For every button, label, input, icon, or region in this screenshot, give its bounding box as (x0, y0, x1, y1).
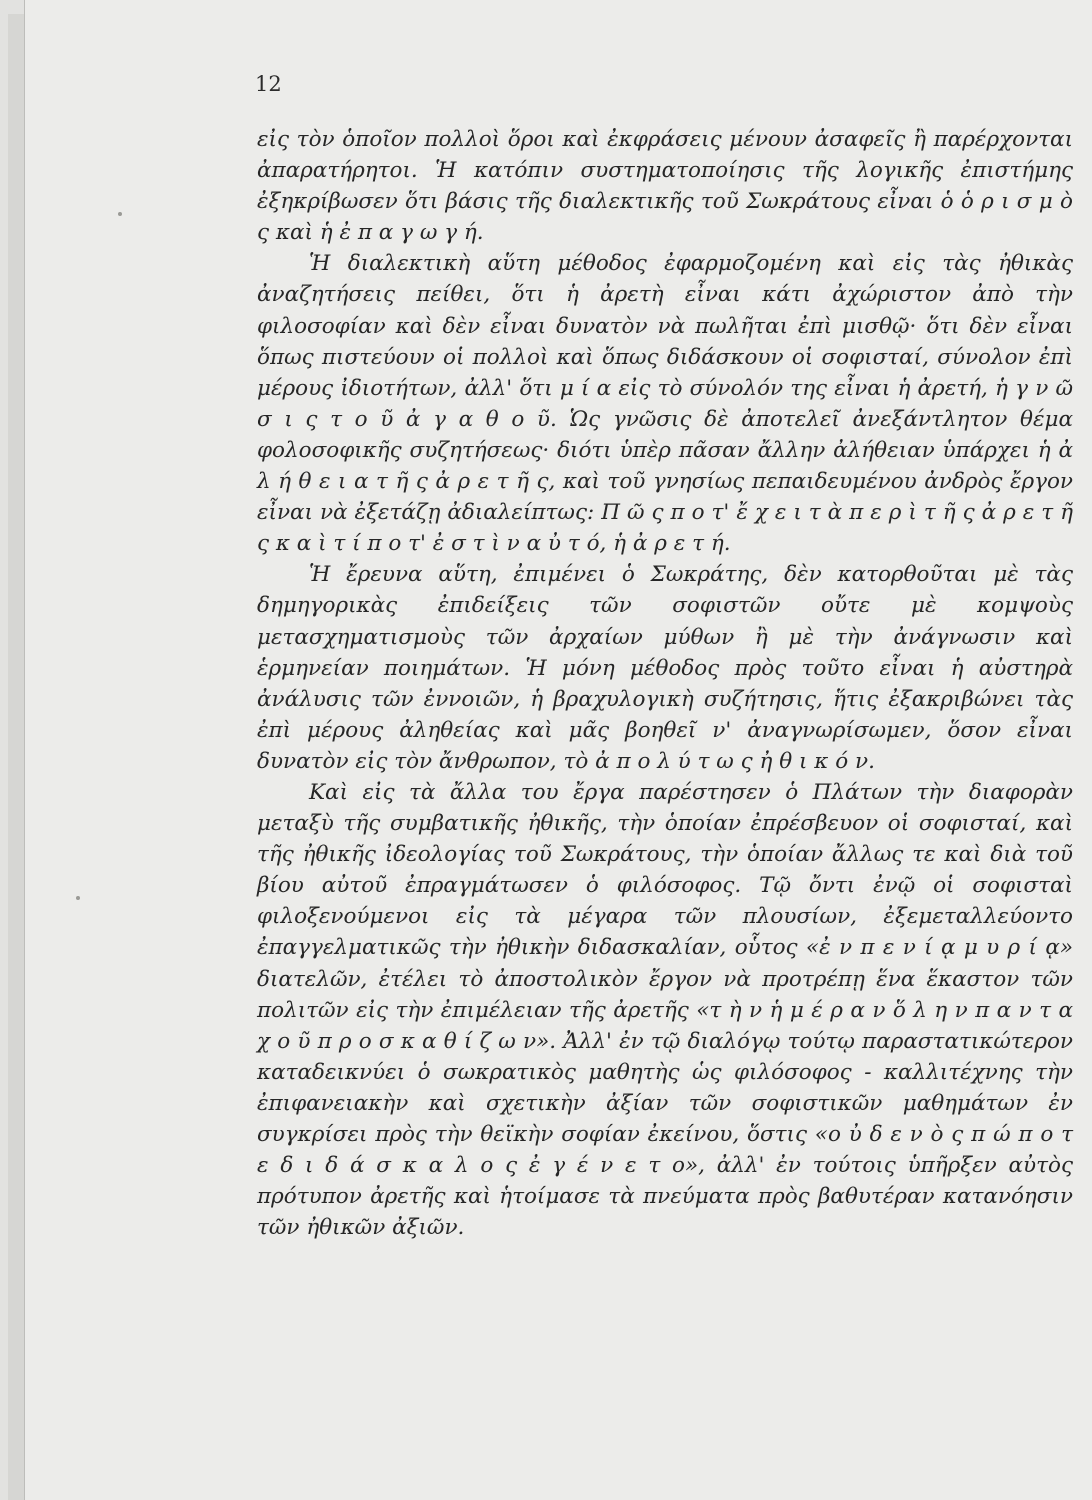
paper-speck (118, 212, 122, 216)
paper-speck (76, 896, 80, 900)
paragraph: εἰς τὸν ὁποῖον πολλοὶ ὅροι καὶ ἐκφράσεις μένουν ἀσαφεῖς ἢ παρέρχονται ἀπαρατήρητοι. Ἡ κατόπιν συστηματοποίησις τῆς λογικῆς ἐπιστήμης ἐξηκρίβωσεν ὅτι βάσις τῆς διαλεκτικῆς τοῦ Σωκράτους εἶναι ὁ ὁ ρ ι σ μ ὸ ς καὶ ἡ ἐ π α γ ω γ ή. (257, 127, 1073, 246)
paragraph: Ἡ ἔρευνα αὕτη, ἐπιμένει ὁ Σωκράτης, δὲν κατορθοῦται μὲ τὰς δημηγορικὰς ἐπιδείξεις τῶν σοφιστῶν οὔτε μὲ κομψοὺς μετασχηματισμοὺς τῶν ἀρχαίων μύθων ἢ μὲ τὴν ἀνάγνωσιν καὶ ἑρμηνείαν ποιημάτων. Ἡ μόνη μέθοδος πρὸς τοῦτο εἶναι ἡ αὐστηρὰ ἀνάλυσις τῶν ἐννοιῶν, ἡ βραχυλογικὴ συζήτησις, ἥτις ἐξακριβώνει τὰς ἐπὶ μέρους ἀληθείας καὶ μᾶς βοηθεῖ ν' ἀναγνωρίσωμεν, ὅσον εἶναι δυνατὸν εἰς τὸν ἄνθρωπον, τὸ ἀ π ο λ ύ τ ω ς ἠ θ ι κ ό ν. (257, 562, 1073, 774)
page-number: 12 (255, 72, 282, 96)
body-text (257, 124, 1073, 1243)
paragraph: Καὶ εἰς τὰ ἄλλα του ἔργα παρέστησεν ὁ Πλάτων τὴν διαφορὰν μεταξὺ τῆς συμβατικῆς ἠθικῆς, τὴν ὁποίαν ἐπρέσβευον οἱ σοφισταί, καὶ τῆς ἠθικῆς ἰδεολογίας τοῦ Σωκράτους, τὴν ὁποίαν ἄλλως τε καὶ διὰ τοῦ βίου αὐτοῦ ἐπραγμάτωσεν ὁ φιλόσοφος. Τῷ ὄντι ἐνῷ οἱ σοφισταὶ φιλοξενούμενοι εἰς τὰ μέγαρα τῶν πλουσίων, ἐξεμεταλλεύοντο ἐπαγγελματικῶς τὴν ἠθικὴν διδασκαλίαν, οὗτος «ἐ ν π ε ν ί ᾳ μ υ ρ ί ᾳ» διατελῶν, ἐτέλει τὸ ἀποστολικὸν ἔργον νὰ προτρέπῃ ἕνα ἕκαστον τῶν πολιτῶν εἰς τὴν ἐπιμέλειαν τῆς ἀρετῆς «τ ὴ ν ἡ μ έ ρ α ν ὅ λ η ν π α ν τ α χ ο ῦ π ρ ο σ κ α θ ί ζ ω ν». Ἀλλ' ἐν τῷ διαλόγῳ τούτῳ παραστατικώτερον καταδεικνύει ὁ σωκρατικὸς μαθητὴς ὡς φιλόσοφος - καλλιτέχνης τὴν ἐπιφανειακὴν καὶ σχετικὴν ἀξίαν τῶν σοφιστικῶν μαθημάτων ἐν συγκρίσει πρὸς τὴν θεϊκὴν σοφίαν ἐκείνου, ὅστις «ο ὐ δ ε ν ὸ ς π ώ π ο τ ε δ ι δ ά σ κ α λ ο ς ἐ γ έ ν ε τ ο», ἀλλ' ἐν τούτοις ὑπῆρξεν αὐτὸς πρότυπον ἀρετῆς καὶ ἡτοίμασε τὰ πνεύματα πρὸς βαθυτέραν κατανόησιν τῶν ἠθικῶν ἀξιῶν. (257, 779, 1073, 1241)
paragraph: Ἡ διαλεκτικὴ αὕτη μέθοδος ἐφαρμοζομένη καὶ εἰς τὰς ἠθικὰς ἀναζητήσεις πείθει, ὅτι ἡ ἀρετὴ εἶναι κάτι ἀχώριστον ἀπὸ τὴν φιλοσοφίαν καὶ δὲν εἶναι δυνατὸν νὰ πωλῆται ἐπὶ μισθῷ· ὅτι δὲν εἶναι ὅπως πιστεύουν οἱ πολλοὶ καὶ ὅπως διδάσκουν οἱ σοφισταί, σύνολον ἐπὶ μέρους ἰδιοτήτων, ἀλλ' ὅτι μ ί α εἰς τὸ σύνολόν της εἶναι ἡ ἀρετή, ἡ γ ν ῶ σ ι ς τ ο ῦ ἀ γ α θ ο ῦ. Ὡς γνῶσις δὲ ἀποτελεῖ ἀνεξάντλητον θέμα φολοσοφικῆς συζητήσεως· διότι ὑπὲρ πᾶσαν ἄλλην ἀλήθειαν ὑπάρχει ἡ ἀ λ ή θ ε ι α τ ῆ ς ἀ ρ ε τ ῆ ς, καὶ τοῦ γνησίως πεπαιδευμένου ἀνδρὸς ἔργον εἶναι νὰ ἐξετάζῃ ἀδιαλείπτως: Π ῶ ς π ο τ' ἔ χ ε ι τ ὰ π ε ρ ὶ τ ῆ ς ἀ ρ ε τ ῆ ς κ α ὶ τ ί π ο τ' ἐ σ τ ὶ ν α ὐ τ ό, ἡ ἀ ρ ε τ ή. (257, 251, 1073, 557)
book-page (24, 0, 1092, 1500)
